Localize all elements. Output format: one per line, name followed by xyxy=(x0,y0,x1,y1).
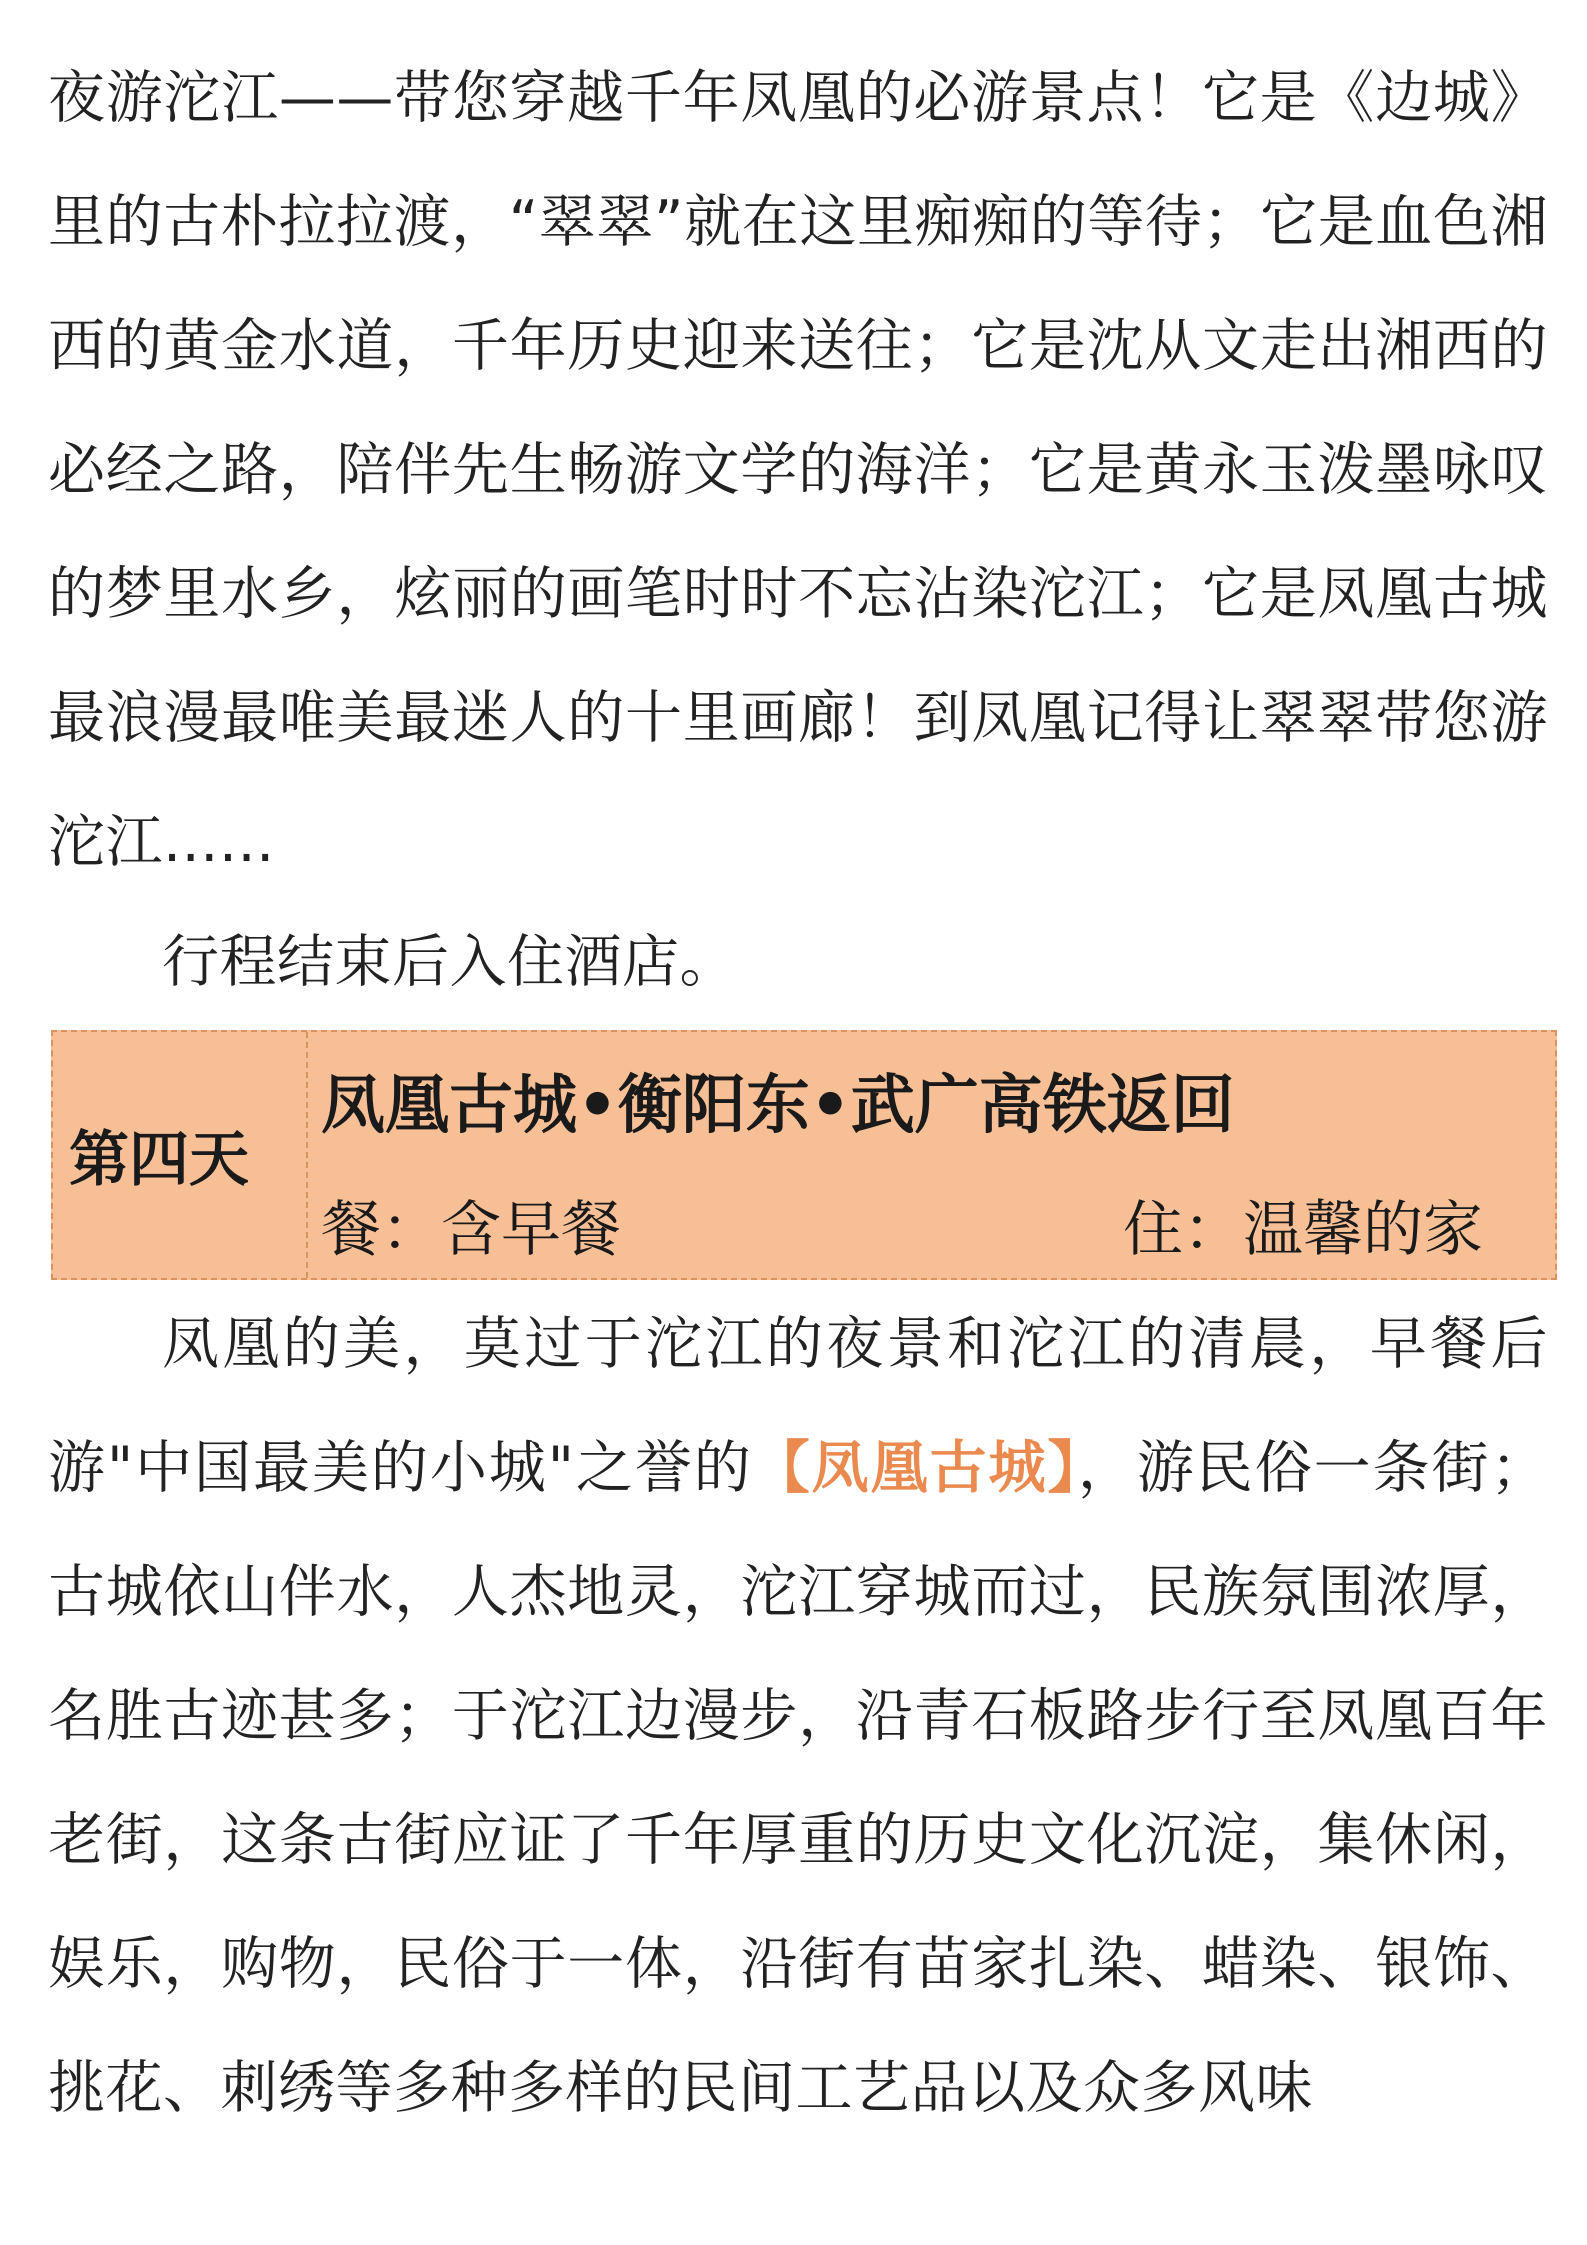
fenghuang-ancient-city-highlight: 【凤凰古城】 xyxy=(752,1435,1078,1501)
night-tuojiang-text: 夜游沱江——带您穿越千年凤凰的必游景点！它是《边城》里的古朴拉拉渡，“翠翠”就在这里痴痴的等待；它是血色湘西的黄金水道，千年历史迎来送往；它是沈从文走出湘西的必经之路，陪伴先生畅游文学的海洋；它是黄永玉泼墨咏叹的梦里水乡，炫丽的画笔时时不忘沾染沱江；它是凤凰古城最浪漫最唯美最迷人的十里画廊！到凤凰记得让翠翠带您游沱江...... xyxy=(48,65,1548,875)
day-route-title: 凤凰古城•衡阳东•武广高铁返回 xyxy=(321,1069,1235,1143)
hotel-note xyxy=(48,900,1548,1024)
day-label: 第四天 xyxy=(69,1125,249,1195)
meal-info: 餐：含早餐 xyxy=(321,1195,621,1265)
fenghuang-text-after: ，游民俗一条街；古城依山伴水，人杰地灵，沱江穿城而过，民族氛围浓厚，名胜古迹甚多；于沱江边漫步，沿青石板路步行至凤凰百年老街，这条古街应证了千年厚重的历史文化沉淀，集休闲，娱乐，购物，民俗于一体，沿街有苗家扎染、蜡染、银饰、挑花、刺绣等多种多样的民间工艺品以及众多风味 xyxy=(48,1435,1549,2121)
night-tuojiang-paragraph xyxy=(48,36,1548,904)
stay-info: 住：温馨的家 xyxy=(1123,1195,1483,1265)
fenghuang-paragraph xyxy=(48,1282,1548,2150)
hotel-note-text: 行程结束后入住酒店。 xyxy=(162,929,737,995)
day-header-divider xyxy=(306,1032,308,1278)
day-four-header xyxy=(51,1030,1557,1280)
fenghuang-text-before: 凤凰的美，莫过于沱江的夜景和沱江的清晨，早餐后游"中国最美的小城"之誉的 xyxy=(48,1311,1548,1501)
